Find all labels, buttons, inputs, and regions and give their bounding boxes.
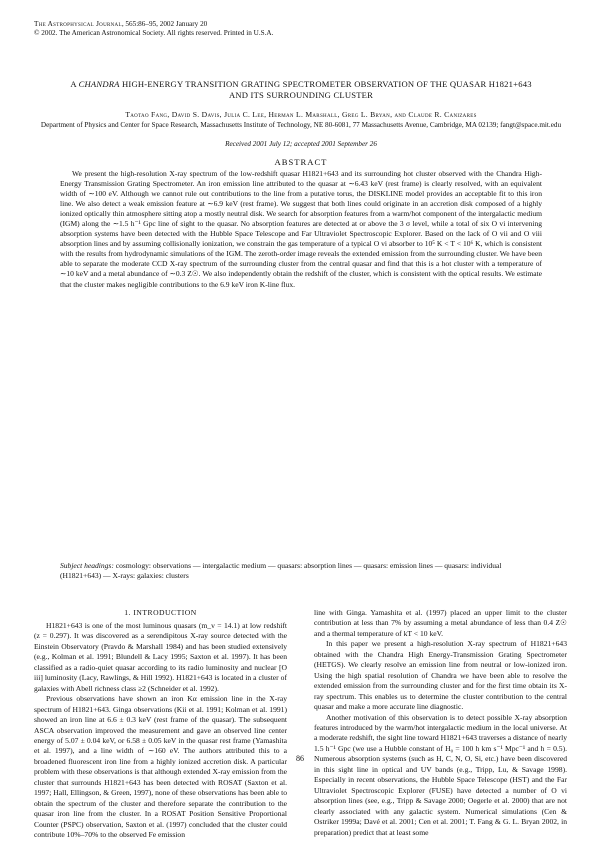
journal-citation <box>34 20 574 29</box>
author-list: Taotao Fang, David S. Davis, Julia C. Lee, Herman L. Marshall, Greg L. Bryan, and Claude R. Canizares <box>125 110 477 119</box>
intro-paragraph: In this paper we present a high-resolution X-ray spectrum of H1821+643 obtained with the Chandra High Energy-Transmission Grating Spectrometer (HETGS). We clearly resolve an emission line from neutral or low-ionized iron. Using the high spatial resolution of Chandra we have been able to resolve the extended emission from the surrounding cluster and for the first time obtain its X-ray spectrum. This enables us to determine the cluster contribution to the central quasar and make a more accurate line diagnostic. <box>314 639 567 712</box>
title-rest: HIGH-ENERGY TRANSITION GRATING SPECTROMETER OBSERVATION OF THE QUASAR H1821+643 AND ITS SURROUNDING CLUSTER <box>119 79 532 100</box>
title-mission: CHANDRA <box>78 79 120 89</box>
intro-paragraph: line with Ginga. Yamashita et al. (1997) placed an upper limit to the cluster contribution at less than 7% by assuming a metal abundance of less than 0.4 Z☉ and a thermal temperature of kT < 10 keV. <box>314 608 567 638</box>
intro-paragraph: H1821+643 is one of the most luminous quasars (m_v = 14.1) at low redshift (z = 0.297). It was discovered as a serendipitous X-ray source detected with the Einstein Observatory (Pravdo & Marshall 1984) and has been studied extensively (e.g., Kolman et al. 1991; Blundell & Lacy 1995; Saxton et al. 1997). It has been classified as a radio-quiet quasar according to its radio luminosity and nuclear [O iii] luminosity (Lacy, Rawlings, & Hill 1992). H1821+643 is located in a cluster of galaxies with Abell richness class ≥2 (Schneider et al. 1992). <box>34 621 287 693</box>
received-accepted-dates: Received 2001 July 12; accepted 2001 September 26 <box>225 140 377 148</box>
abstract-heading: ABSTRACT <box>274 157 328 167</box>
section-heading: 1. INTRODUCTION <box>124 608 197 617</box>
citation: , 565:86–95, 2002 January 20 <box>121 20 208 28</box>
right-column <box>314 608 567 837</box>
title-prefix: A <box>70 79 79 89</box>
abstract-text: We present the high-resolution X-ray spectrum of the low-redshift quasar H1821+643 and its surrounding hot cluster observed with the Chandra High-Energy Transmission Grating Spectrometer. An iron emission line attributed to the quasar at ∼6.43 keV (rest frame) is clearly resolved, with an equivalent width of ∼100 eV. Although we cannot rule out contributions to the line from a putative torus, the DISKLINE model provides an acceptable fit to this iron line. We also detect a weak emission feature at ∼6.9 keV (rest frame). We suggest that both lines could originate in an accretion disk composed of a highly ionized optically thin atmosphere sitting atop a mostly neutral disk. We search for absorption features from a warm/hot component of the intergalactic medium (IGM) along the ∼1.5 h⁻¹ Gpc line of sight to the quasar. No absorption features are detected at or above the 3 σ level, while a total of six O vi intervening absorption systems have been detected with the Hubble Space Telescope and Far Ultraviolet Spectroscopic Explorer. Based on the lack of O vii and O viii absorption lines and by assuming collisionally ionization, we constrain the gas temperature of a typical O vi absorber to 10⁵ K < T < 10⁶ K, which is consistent with the results from hydrodynamic simulations of the IGM. The zeroth-order image reveals the extended emission from the surrounding cluster. We have been able to separate the moderate CCD X-ray spectrum of the surrounding cluster from the central quasar and find that this is a hot cluster with a temperature of ∼10 keV and a metal abundance of ∼0.3 Z☉. We also independently obtain the redshift of the cluster, which is consistent with the optical results. We estimate that the cluster makes negligible contributions to the 6.9 keV iron K-line flux. <box>60 169 542 289</box>
intro-paragraph: Another motivation of this observation is to detect possible X-ray absorption features introduced by the warm/hot intergalactic medium in the local universe. At a moderate redshift, the sight line toward H1821+643 traverses a distance of nearly 1.5 h⁻¹ Gpc (we use a Hubble constant of H₀ = 100 h km s⁻¹ Mpc⁻¹ and h = 0.5). Numerous absorption systems (such as H, C, N, O, Si, etc.) have been discovered in this sight line in optical and UV bands (e.g., Tripp, Lu, & Savage 1998). Especially in recent observations, the Hubble Space Telescope (HST) and the Far Ultraviolet Spectroscopic Explorer (FUSE) have detected a number of O vi absorption lines (see, e.g., Tripp & Savage 2000; Oegerle et al. 2000) that are not clearly associated with any galactic system. Numerical simulations (Cen & Ostriker 1999a; Davé et al. 2001; Cen et al. 2001; T. Fang & G. L. Bryan 2002, in preparation) predict that at least some <box>314 712 567 837</box>
copyright-line: © 2002. The American Astronomical Society. All rights reserved. Printed in U.S.A. <box>34 29 274 37</box>
affiliation: Department of Physics and Center for Space Research, Massachusetts Institute of Technology, NE 80-6081, 77 Massachusetts Avenue, Cambridge, MA 02139; fangt@space.mit.edu <box>40 121 562 129</box>
subject-headings-label: Subject headings: <box>60 561 114 570</box>
running-head <box>34 20 574 38</box>
subject-headings <box>60 561 542 581</box>
paper-title <box>60 79 542 101</box>
left-column <box>34 621 287 840</box>
intro-paragraph: Previous observations have shown an iron Kα emission line in the X-ray spectrum of H1821+643. Ginga observations (Kii et al. 1991; Kolman et al. 1991) showed an iron line at 6.6 ± 0.3 keV (rest frame of the quasar). The subsequent ASCA observation improved the measurement and gave an observed line center energy of 5.07 ± 0.04 keV, or 6.58 ± 0.05 keV in the quasar rest frame (Yamashita et al. 1997), and a line width of ∼160 eV. The authors attributed this to a broadened fluorescent iron line from a highly ionized accretion disk. A particular problem with these observations is that although extended X-ray emission from the cluster that surrounds H1821+643 has been detected with ROSAT (Saxton et al. 1997; Hall, Ellingson, & Green, 1997), none of these observations has been able to obtain the spectrum of the cluster and therefore separate the contribution to the quasar iron line from the cluster. In a ROSAT Position Sensitive Proportional Counter (PSPC) observation, Saxton et al. (1997) concluded that the cluster could contribute 10%–70% to the observed Fe emission <box>34 694 287 840</box>
page-number: 86 <box>296 754 304 763</box>
journal-name: The Astrophysical Journal <box>34 20 122 28</box>
subject-headings-text: cosmology: observations — intergalactic medium — quasars: absorption lines — quasars: emission lines — quasars: individual (H1821+643) — X-rays: galaxies: clusters <box>60 561 502 581</box>
